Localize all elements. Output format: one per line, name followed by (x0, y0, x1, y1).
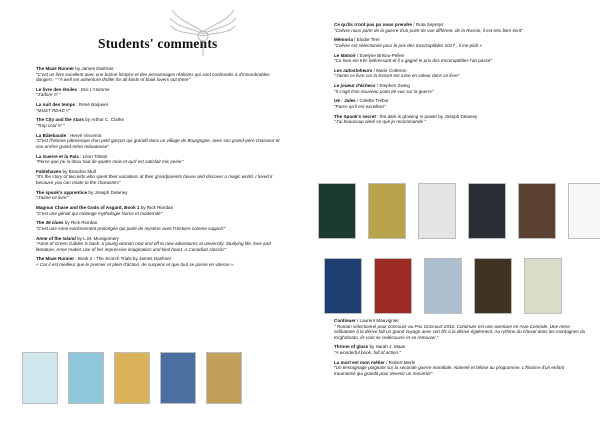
book-author: / Ruta Sepetys (412, 22, 444, 27)
book-title: The City and the stars (36, 117, 84, 123)
cover-manoir (368, 183, 406, 239)
cover-spook (468, 183, 506, 239)
book-comment: "C'est une série extrêmement prolongée qui parle de mystère avec l'Histoire comme support" (36, 225, 226, 231)
book-comment: "J'adore !!! " (36, 92, 61, 98)
book-author: / Marie Cotteron (372, 67, 407, 73)
book-entry (36, 117, 286, 128)
book-comment: "Parce qu'il est excellent" (334, 104, 386, 109)
book-entry (334, 53, 586, 64)
book-entry (36, 169, 286, 186)
book-author: by L.M. Montgomery (75, 235, 119, 241)
book-entry (36, 133, 286, 150)
book-entry (334, 360, 586, 377)
right-entries-bottom (334, 318, 586, 381)
book-author: by Rick Riordan (139, 205, 174, 211)
book-comment: "Il s'agit d'un nouveau point de vue sur la guerre" (334, 88, 434, 94)
book-title: The spook's apprentice (36, 189, 88, 195)
book-author: by Sarah J. Maas (368, 344, 406, 350)
book-comment: "A wonderful book, full of action." (334, 350, 401, 356)
book-title: Throne of glass (334, 344, 369, 350)
book-entry (36, 190, 286, 201)
book-author: by Brandon Mull (61, 168, 96, 174)
book-entry (334, 37, 586, 48)
book-comment: " Roman sélectionné pour concourir au Prix Goncourt 2016. Continuer est une aventure en Asie Centrale. Une mère célibataire à la dérive fait un grand voyage avec son fils à la dérive également. Au rythme du cheval dans les montagnes du Kirghizistan, ils vont se redécouvrir et se retrouver." (334, 323, 586, 340)
right-cover-row-2 (324, 258, 562, 314)
book-title: Ué : Jules (334, 98, 356, 104)
book-author: : Eric L'Homme (77, 86, 110, 92)
book-author: / Colette Trébor (355, 98, 389, 104)
book-title: Ce qu'ils n'ont pas pu nous prendre (334, 22, 412, 27)
book-title: Les autostoheurs (334, 67, 373, 73)
book-comment: "Perce que j'ai lu deux tout de quatre mois et qu'il est satisfait mis peine" (36, 159, 184, 165)
right-cover-row-1 (318, 183, 600, 239)
book-title: Le livre des étoiles (36, 86, 78, 92)
book-entry (334, 22, 586, 33)
book-comment: "Anne of Green Gables is back: a young woman now and off to new adventures at university. Studying life, love and literature, Anne makes use of her impressive imagination and kind heart. A Canadian classic!" (36, 241, 271, 252)
book-title: The Maze Runner (36, 66, 75, 71)
book-title: Magnus Chase and the Gods of Asgard, Book 1 (36, 205, 140, 211)
book-author: by Rick Riordan (63, 220, 98, 226)
book-entry (36, 154, 286, 165)
book-entry (36, 205, 286, 216)
cover-blue (324, 258, 362, 314)
book-title: Anne of the Island (36, 235, 76, 241)
cover-white (568, 183, 600, 239)
cover-dark (474, 258, 512, 314)
book-author: by James Dashner (74, 66, 114, 71)
cover-2 (68, 352, 104, 404)
book-entry (334, 68, 586, 79)
book-comment: "Trop cool !!! " (36, 123, 65, 129)
book-entry (334, 344, 586, 355)
cover-memoria (318, 183, 356, 239)
book-title: La mort est mon métier (334, 359, 385, 365)
book-entry (334, 318, 586, 340)
book-title: La Bâtebaude (36, 132, 67, 138)
book-title: La nuit des temps (36, 102, 76, 108)
book-entry (36, 102, 286, 113)
book-comment: "C'est une génial qui mélange mythologie Norse et modernité" (36, 210, 163, 216)
book-title: The 39 clues (36, 220, 64, 226)
cover-5 (206, 352, 242, 404)
left-cover-row (22, 352, 242, 404)
book-title: La Guerre et la Paix (36, 153, 79, 159)
book-comment: "Ce livre est très intéressant et il a gagné le prix des Incorruptibles l'an passé" (334, 58, 493, 64)
book-entry (36, 87, 286, 98)
cover-3 (114, 352, 150, 404)
book-author: : Léon Tolstoï (78, 153, 108, 159)
book-entry (334, 98, 586, 109)
book-author: by Joseph Delaney (87, 189, 128, 195)
book-entry (334, 114, 586, 125)
page-title: Students' comments (98, 36, 218, 51)
book-author: / Stephen Zweig (375, 83, 410, 89)
cover-1 (22, 352, 58, 404)
book-author: / Robert Merle (384, 359, 416, 365)
book-comment: "C'est un livre excellent avec une bonne histoire et des personnages réalistes qui sont confrontés à d'innombrables dangers. " "A well set adventure thriller for all kinds of book lovers out there" (36, 71, 270, 83)
book-author: : Book 2 : The Scorch Trials by James Dashner (74, 256, 172, 262)
book-comment: "J'ai beaucoup aimé ce que je recommande " (334, 119, 426, 125)
book-entry (334, 83, 586, 94)
book-entry (36, 256, 286, 267)
book-title: Mémoria (334, 37, 353, 43)
book-author: / Elodie Tirel (352, 37, 380, 43)
book-title: Continuer (334, 318, 356, 323)
book-comment: « Car il est meilleur que le premier et plein d'action, de suspens et que tout se passe en vitesse » (36, 262, 234, 268)
book-author: by Arthur C. Clarke (84, 117, 125, 123)
book-author: / Evelyne Brisou-Pellen (355, 52, 405, 58)
book-comment: "Celivre nous parle de la guerre d'un point de vue différent, de la Russie, il est très bien écrit" (334, 27, 523, 33)
book-title: The Spook's secret (334, 113, 376, 119)
book-comment: "Celivre est sélectionné pour le prix des Incorruptibles 2017 ; il me plaît » (334, 42, 483, 48)
cover-face (518, 183, 556, 239)
cover-4 (160, 352, 196, 404)
book-entry (36, 236, 286, 253)
book-author: : René Barjavel (75, 102, 108, 108)
right-entries-top (334, 22, 586, 125)
book-title: The Maze Runner (36, 256, 75, 262)
winged-emblem-icon (168, 2, 238, 62)
book-author: : Hervé Vincenot (66, 132, 102, 138)
book-comment: "Un témoignage poignant sur la seconde guerre mondiale. Naïveté et bêtise au programme. L'histoire d'un enfant traumatisé qui grandit pour devenir un meurtrier" (334, 365, 565, 376)
book-comment: "It's the story of two kids who spent their vacations at their grandparents house and discover a magic world. I loved it because you can relate to the characters" (36, 174, 273, 186)
book-title: Le Manoir (334, 52, 356, 58)
book-entry (36, 66, 286, 83)
book-entry (36, 220, 286, 231)
book-title: Fablehaven (36, 168, 62, 174)
cover-ice (424, 258, 462, 314)
book-author: : the dark is growing in power by Joseph Delaney (375, 113, 478, 119)
cover-chess (418, 183, 456, 239)
book-comment: "MUST READ !!" (36, 107, 71, 113)
book-comment: "J'aime ce livre car la lecture est mise en valeur dans ce livre" (334, 73, 460, 79)
book-author: / Laurent Mauvignier (355, 318, 399, 323)
cover-red (374, 258, 412, 314)
left-entries (36, 66, 286, 268)
book-comment: "C'est l'histoire pittoresque d'un petit garçon qui grandit dans un village de Bourgogne, avec son grand-père chasseur et son arrière grand-mère rebouteuse" (36, 138, 280, 149)
book-comment: "J'aime ce livre" (36, 195, 69, 201)
cover-light (524, 258, 562, 314)
book-title: Le joueur d'échecs (334, 83, 376, 89)
